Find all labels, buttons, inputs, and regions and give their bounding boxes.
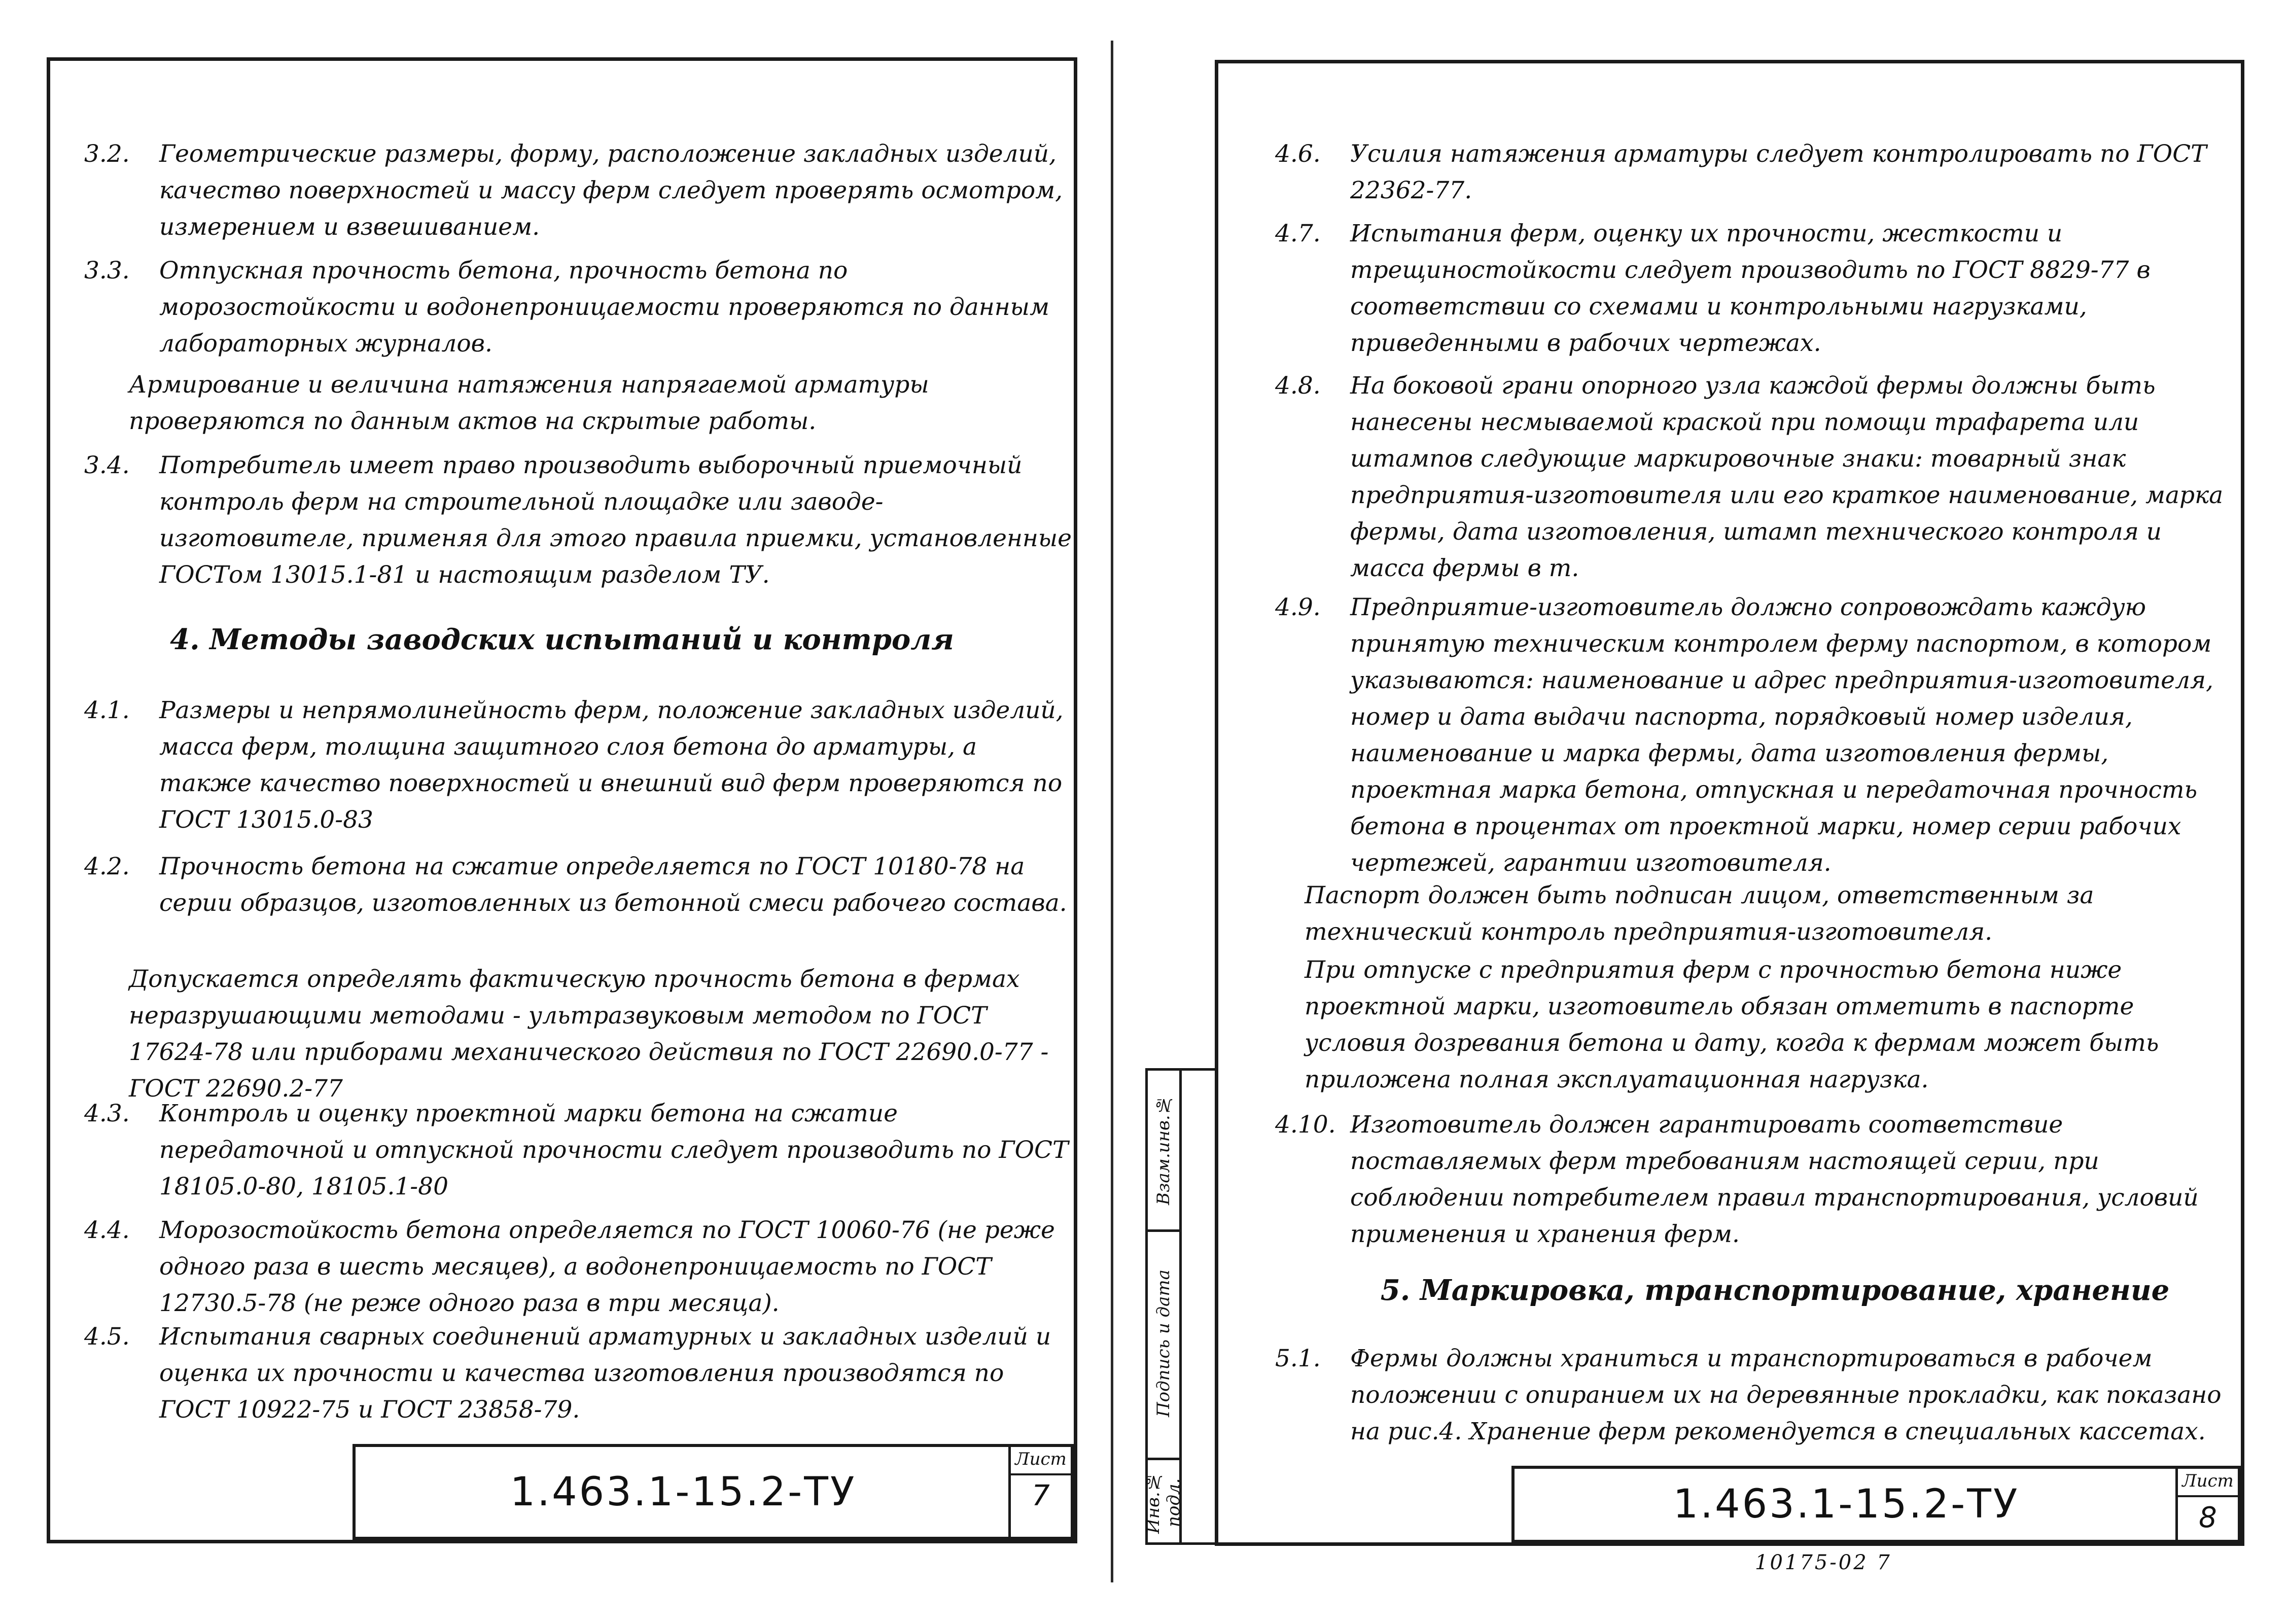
para-3-3-reinforcement: Армирование и величина натяжения напрягаемой арматуры проверяются по данным актов на скрытые работы. — [129, 371, 929, 435]
para-4-4: 4.4. Морозостойкость бетона определяется по ГОСТ 10060-76 (не реже одного раза в шесть месяцев), а водонепроницаемость по ГОСТ 12730.5-78 (не реже одного раза в три месяца). — [84, 1216, 1055, 1317]
para-4-5: 4.5. Испытания сварных соединений арматурных и закладных изделий и оценка их прочности и качества изготовления производятся по ГОСТ 10922-75 и ГОСТ 23858-79. — [84, 1323, 1051, 1424]
left-sheet — [47, 57, 1077, 1543]
sheet-number-cell — [1008, 1447, 1071, 1537]
para-4-10: 4.10. Изготовитель должен гарантировать соответствие поставляемых ферм требованиям настоящей серии, при соблюдении потребителем правил транспортирования, условий применения и хранения ферм. — [1275, 1111, 2199, 1248]
para-4-9-passport: Паспорт должен быть подписан лицом, ответственным за технический контроль предприятия-изготовителя. — [1305, 881, 2094, 946]
para-4-2-nondestructive: Допускается определять фактическую прочность бетона в фермах неразрушающими методами - ультразвуковым методом по ГОСТ 17624-78 или приборами механического действия по ГОСТ 22690.0-77 - ГОСТ 22690.2-77 — [129, 965, 1049, 1103]
title-block-stamp — [353, 1444, 1074, 1540]
margin-label-inv-number: Взам.инв.№ — [1153, 1095, 1174, 1206]
para-4-2: 4.2. Прочность бетона на сжатие определяется по ГОСТ 10180-78 на серии образцов, изготовленных из бетонной смеси рабочего состава. — [84, 853, 1067, 917]
sheet-cell-divider — [1011, 1473, 1071, 1475]
para-3-3: 3.3. Отпускная прочность бетона, прочность бетона по морозостойкости и водонепроницаемости проверяются по данным лабораторных журналов. — [84, 257, 1049, 358]
margin-stamp-strip — [1145, 1068, 1215, 1545]
para-5-1: 5.1. Фермы должны храниться и транспортироваться в рабочем положении с опиранием их на деревянные прокладки, как показано на рис.4. Хранение ферм рекомендуется в специальных кассетах. — [1275, 1345, 2222, 1445]
title-block-stamp — [1511, 1466, 2241, 1543]
para-3-4: 3.4. Потребитель имеет право производить выборочный приемочный контроль ферм на строительной площадке или заводе-изготовителе, применяя для этого правила приемки, установленные ГОСТом 13015.1-81 и настоящим разделом ТУ. — [84, 451, 1072, 589]
fold-line — [1111, 41, 1113, 1582]
para-3-2: 3.2. Геометрические размеры, форму, расположение закладных изделий, качество поверхностей и массу ферм следует проверять осмотром, измерением и взвешиванием. — [84, 140, 1063, 241]
margin-label-signature-date: Подпись и дата — [1153, 1269, 1174, 1418]
sheet-number: 8 — [2199, 1501, 2217, 1534]
para-4-6: 4.6. Усилия натяжения арматуры следует контролировать по ГОСТ 22362-77. — [1275, 140, 2207, 204]
para-4-9-release: При отпуске с предприятия ферм с прочностью бетона ниже проектной марки, изготовитель обязан отметить в паспорте условия дозревания бетона и дату, когда к фермам может быть приложена полная эксплуатационная нагрузка. — [1305, 956, 2159, 1093]
archive-code: 10175-02 7 — [1755, 1551, 1892, 1574]
right-sheet — [1215, 60, 2244, 1546]
para-4-8: 4.8. На боковой грани опорного узла каждой фермы должны быть нанесены несмываемой краской при помощи трафарета или штампов следующие маркировочные знаки: товарный знак предприятия-изготовителя или его краткое наименование, марка фермы, дата изготовления, штамп технического контроля и масса фермы в т. — [1275, 372, 2224, 582]
para-4-9: 4.9. Предприятие-изготовитель должно сопровождать каждую принятую техническим контролем ферму паспортом, в котором указываются: наименование и адрес предприятия-изготовителя, номер и дата выдачи паспорта, порядковый номер изделия, наименование и марка фермы, дата изготовления фермы, проектная марка бетона, отпускная и передаточная прочность бетона в процентах от проектной марки, номер серии рабочих чертежей, гарантии изготовителя. — [1275, 593, 2213, 877]
para-4-7: 4.7. Испытания ферм, оценку их прочности, жесткости и трещиностойкости следует производить по ГОСТ 8829-77 в соответствии со схемами и контрольными нагрузками, приведенными в рабочих чертежах. — [1275, 220, 2151, 357]
sheet-label: Лист — [2182, 1471, 2234, 1491]
section-heading-4: 4. Методы заводских испытаний и контроля — [170, 623, 954, 656]
sheet-cell-divider — [2178, 1495, 2238, 1497]
document-code: 1.463.1-15.2-ТУ — [1673, 1481, 2020, 1527]
sheet-number: 7 — [1032, 1479, 1050, 1512]
para-4-3: 4.3. Контроль и оценку проектной марки бетона на сжатие передаточной и отпускной прочности следует производить по ГОСТ 18105.0-80, 18105.1-80 — [84, 1100, 1069, 1201]
margin-label-inv-original: Инв.№ подл. — [1143, 1471, 1184, 1534]
sheet-label: Лист — [1015, 1449, 1067, 1469]
para-4-1: 4.1. Размеры и непрямолинейность ферм, положение закладных изделий, масса ферм, толщина защитного слоя бетона до арматуры, а также качество поверхностей и внешний вид ферм проверяются по ГОСТ 13015.0-83 — [84, 696, 1064, 834]
document-code: 1.463.1-15.2-ТУ — [510, 1469, 857, 1515]
sheet-number-cell — [2175, 1469, 2238, 1540]
section-heading-5: 5. Маркировка, транспортирование, хранение — [1380, 1274, 2170, 1307]
